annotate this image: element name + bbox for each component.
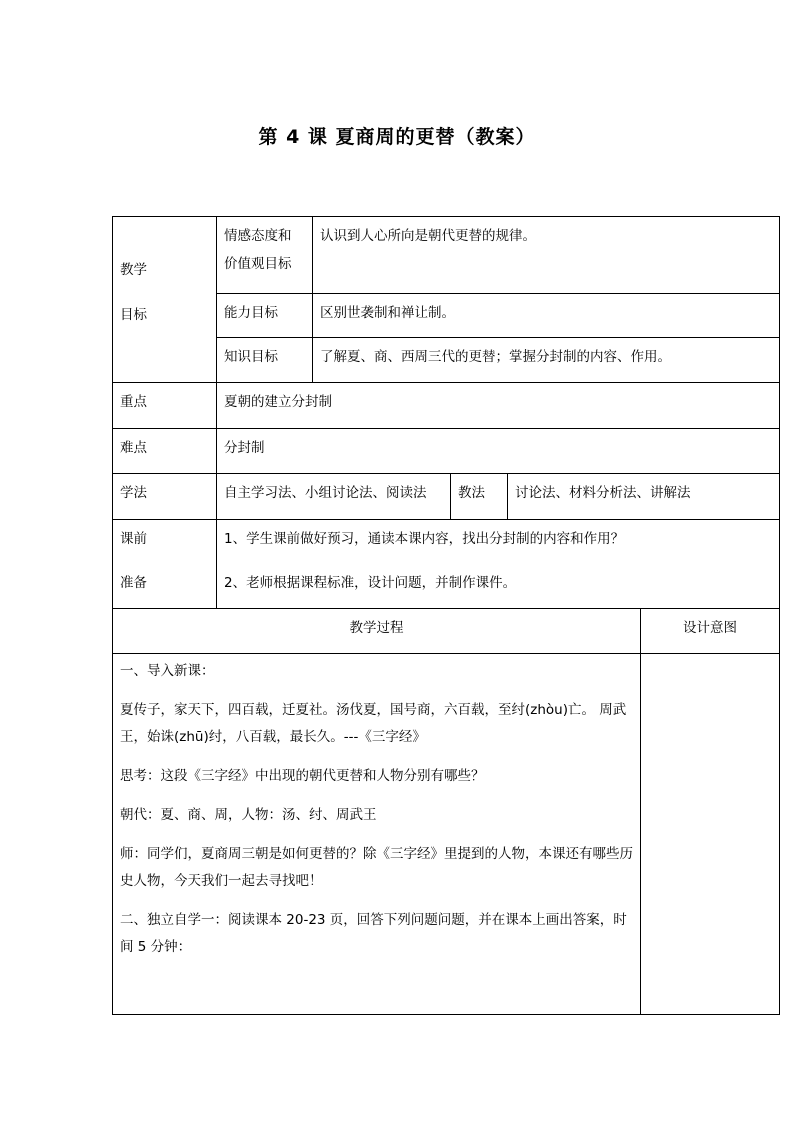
objective-knowledge-content: 了解夏、商、西周三代的更替；掌握分封制的内容、作用。 <box>320 349 671 365</box>
page-title: 第 4 课 夏商周的更替（教案） <box>258 126 536 148</box>
preparation-item-1: 1、学生课前做好预习，通读本课内容，找出分封制的内容和作用？ <box>224 531 625 547</box>
objective-emotion-content-cell <box>313 217 780 294</box>
objective-ability-content-cell <box>313 294 780 338</box>
difficulty-label-cell <box>113 429 217 474</box>
objective-emotion-label-1: 情感态度和 <box>224 228 292 244</box>
preparation-label-cell <box>113 520 217 609</box>
study-method-label-cell <box>113 474 217 520</box>
design-intent-body-cell <box>641 654 780 1015</box>
study-method-content: 自主学习法、小组讨论法、阅读法 <box>224 485 427 501</box>
process-paragraph-5: 师：同学们，夏商周三朝是如何更替的？除《三字经》里提到的人物，本课还有哪些历史人物，今天我们一起去寻找吧！ <box>120 846 633 889</box>
preparation-label-2: 准备 <box>120 575 147 591</box>
study-method-content-cell <box>217 474 451 520</box>
objective-emotion-label-cell <box>217 217 313 294</box>
preparation-label-1: 课前 <box>120 531 147 547</box>
process-header-cell <box>113 609 641 654</box>
lesson-plan-table <box>112 216 780 1015</box>
study-method-label: 学法 <box>120 485 147 501</box>
objective-ability-label: 能力目标 <box>224 305 278 321</box>
objective-knowledge-label-cell <box>217 338 313 383</box>
objective-ability-label-cell <box>217 294 313 338</box>
key-point-label-cell <box>113 383 217 429</box>
teach-method-label: 教法 <box>458 485 485 501</box>
key-point-content-cell <box>217 383 780 429</box>
key-point-label: 重点 <box>120 394 147 410</box>
process-paragraph-3: 思考：这段《三字经》中出现的朝代更替和人物分别有哪些？ <box>120 768 485 784</box>
objective-knowledge-label: 知识目标 <box>224 349 278 365</box>
objectives-label-1: 教学 <box>120 262 147 278</box>
process-paragraph-1: 一、导入新课： <box>120 663 215 679</box>
process-body-cell <box>113 654 641 1015</box>
key-point-content: 夏朝的建立分封制 <box>224 394 332 410</box>
preparation-content-cell <box>217 520 780 609</box>
difficulty-content: 分封制 <box>224 440 265 456</box>
objective-knowledge-content-cell <box>313 338 780 383</box>
objectives-label-2: 目标 <box>120 307 147 323</box>
objective-emotion-content: 认识到人心所向是朝代更替的规律。 <box>320 228 536 244</box>
process-header: 教学过程 <box>349 620 404 636</box>
objective-ability-content: 区别世袭制和禅让制。 <box>320 305 455 321</box>
teach-method-content-cell <box>508 474 780 520</box>
design-header: 设计意图 <box>683 620 737 636</box>
process-paragraph-4: 朝代：夏、商、周，人物：汤、纣、周武王 <box>120 807 377 823</box>
objective-emotion-label-2: 价值观目标 <box>224 256 292 272</box>
design-header-cell <box>641 609 780 654</box>
teach-method-content: 讨论法、材料分析法、讲解法 <box>515 485 691 501</box>
teach-method-label-cell <box>451 474 508 520</box>
difficulty-content-cell <box>217 429 780 474</box>
preparation-item-2: 2、老师根据课程标准，设计问题，并制作课件。 <box>224 575 517 591</box>
process-paragraph-6: 二、独立自学一：阅读课本 20-23 页，回答下列问题问题，并在课本上画出答案，时间 5 分钟： <box>120 912 627 955</box>
process-paragraph-2: 夏传子，家天下，四百载，迁夏社。汤伐夏，国号商，六百载，至纣(zhòu)亡。 周武王，始诛(zhū)纣，八百载，最长久。---《三字经》 <box>120 702 627 745</box>
difficulty-label: 难点 <box>120 440 147 456</box>
objectives-label-cell <box>113 217 217 383</box>
